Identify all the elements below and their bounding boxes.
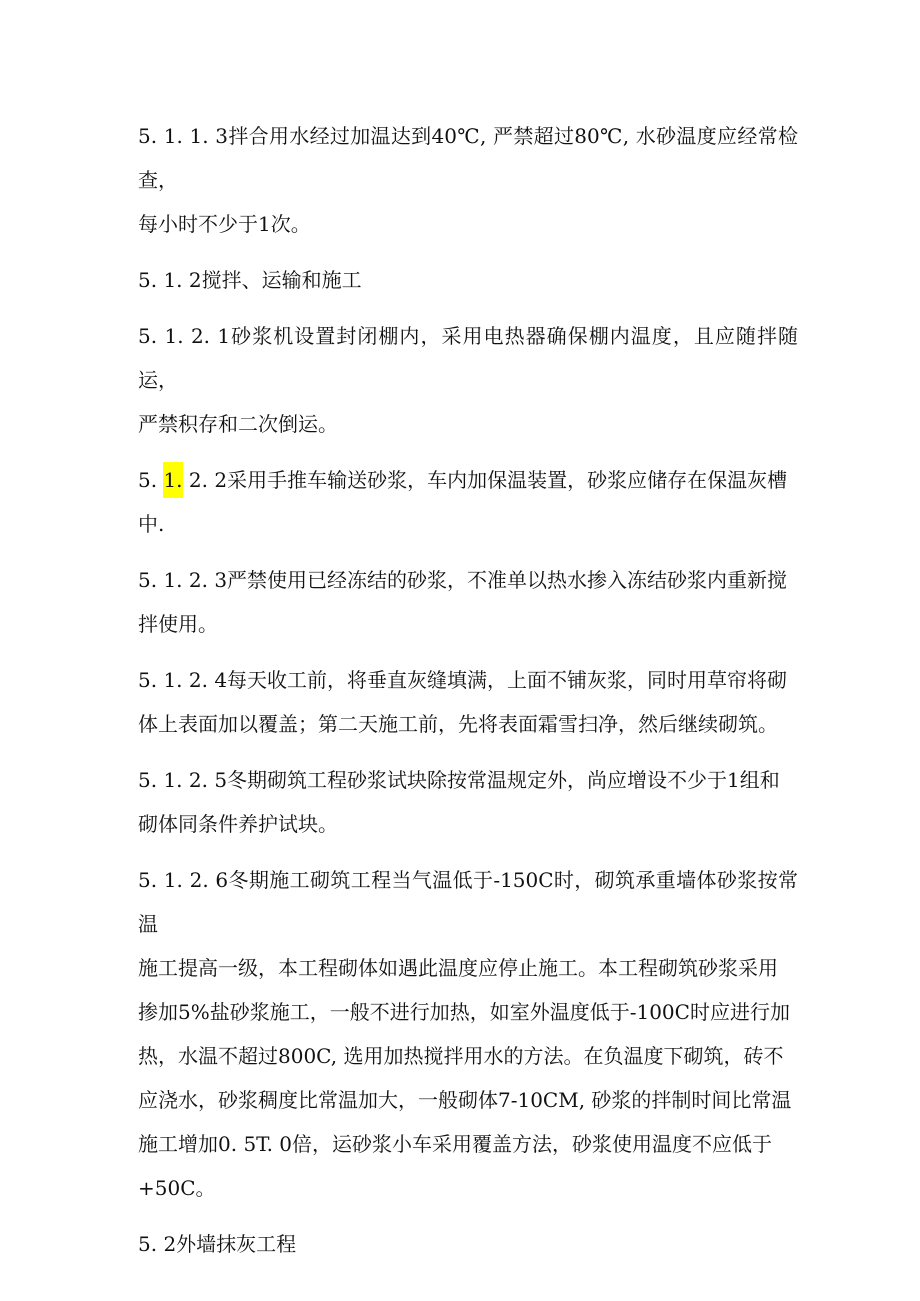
text-line: 5. 1. 2. 4每天收工前，将垂直灰缝填满，上面不铺灰浆，同时用草帘将砌: [138, 668, 788, 692]
section-heading-5-1-2: [138, 258, 798, 302]
text-line: 每小时不少于1次。: [138, 212, 311, 236]
text-line: 热，水温不超过800C, 选用加热搅拌用水的方法。在负温度下砌筑，砖不: [138, 1044, 784, 1068]
text-prefix: 5.: [138, 468, 164, 492]
paragraph-5-1-1-3: [138, 114, 798, 246]
text-line: 应浇水，砂浆稠度比常温加大，一般砌体7-10CM, 砂浆的拌制时间比常温: [138, 1088, 792, 1112]
text-line: 施工增加0. 5T. 0倍，运砂浆小车采用覆盖方法，砂浆使用温度不应低于: [138, 1132, 773, 1156]
text-line: 施工提高一级，本工程砌体如遇此温度应停止施工。本工程砌筑砂浆采用: [138, 956, 778, 980]
text-line: +50C。: [138, 1176, 216, 1200]
text-rest: 2. 2采用手推车输送砂浆，车内加保温装置，砂浆应储存在保温灰槽: [182, 468, 788, 492]
text-line: 5. 1. 2. 1砂浆机设置封闭棚内，采用电热器确保棚内温度，且应随拌随运，: [138, 324, 798, 392]
section-heading-5-2: [138, 1222, 798, 1266]
text-line: 5. 1. 2搅拌、运输和施工: [138, 268, 362, 292]
text-line: 5. 1. 1. 3拌合用水经过加温达到40℃, 严禁超过80℃, 水砂温度应经常检查，: [138, 124, 798, 192]
text-line: 掺加5%盐砂浆施工，一般不进行加热，如室外温度低于-100C时应进行加: [138, 1000, 790, 1024]
document-body: [138, 114, 798, 1278]
paragraph-5-1-2-5: [138, 758, 798, 846]
highlighted-text: 1.: [163, 462, 182, 498]
text-line: 中.: [138, 512, 165, 536]
text-line: 5. 1. 2. 6冬期施工砌筑工程当气温低于-150C时，砌筑承重墙体砂浆按常温: [138, 868, 798, 936]
paragraph-5-1-2-4: [138, 658, 798, 746]
text-line: 体上表面加以覆盖；第二天施工前，先将表面霜雪扫净，然后继续砌筑。: [138, 712, 778, 736]
text-line: 严禁积存和二次倒运。: [138, 412, 338, 436]
paragraph-5-1-2-6: [138, 858, 798, 1210]
paragraph-5-1-2-3: [138, 558, 798, 646]
paragraph-5-1-2-2: [138, 458, 798, 546]
text-line: 5. 1. 2. 5冬期砌筑工程砂浆试块除按常温规定外，尚应增设不少于1组和: [138, 768, 780, 792]
text-line: 5. 1. 2. 3严禁使用已经冻结的砂浆，不准单以热水掺入冻结砂浆内重新搅: [138, 568, 788, 592]
text-line: 拌使用。: [138, 612, 218, 636]
text-line: 5. 2外墙抹灰工程: [138, 1232, 297, 1256]
paragraph-5-1-2-1: [138, 314, 798, 446]
text-line: 砌体同条件养护试块。: [138, 812, 338, 836]
